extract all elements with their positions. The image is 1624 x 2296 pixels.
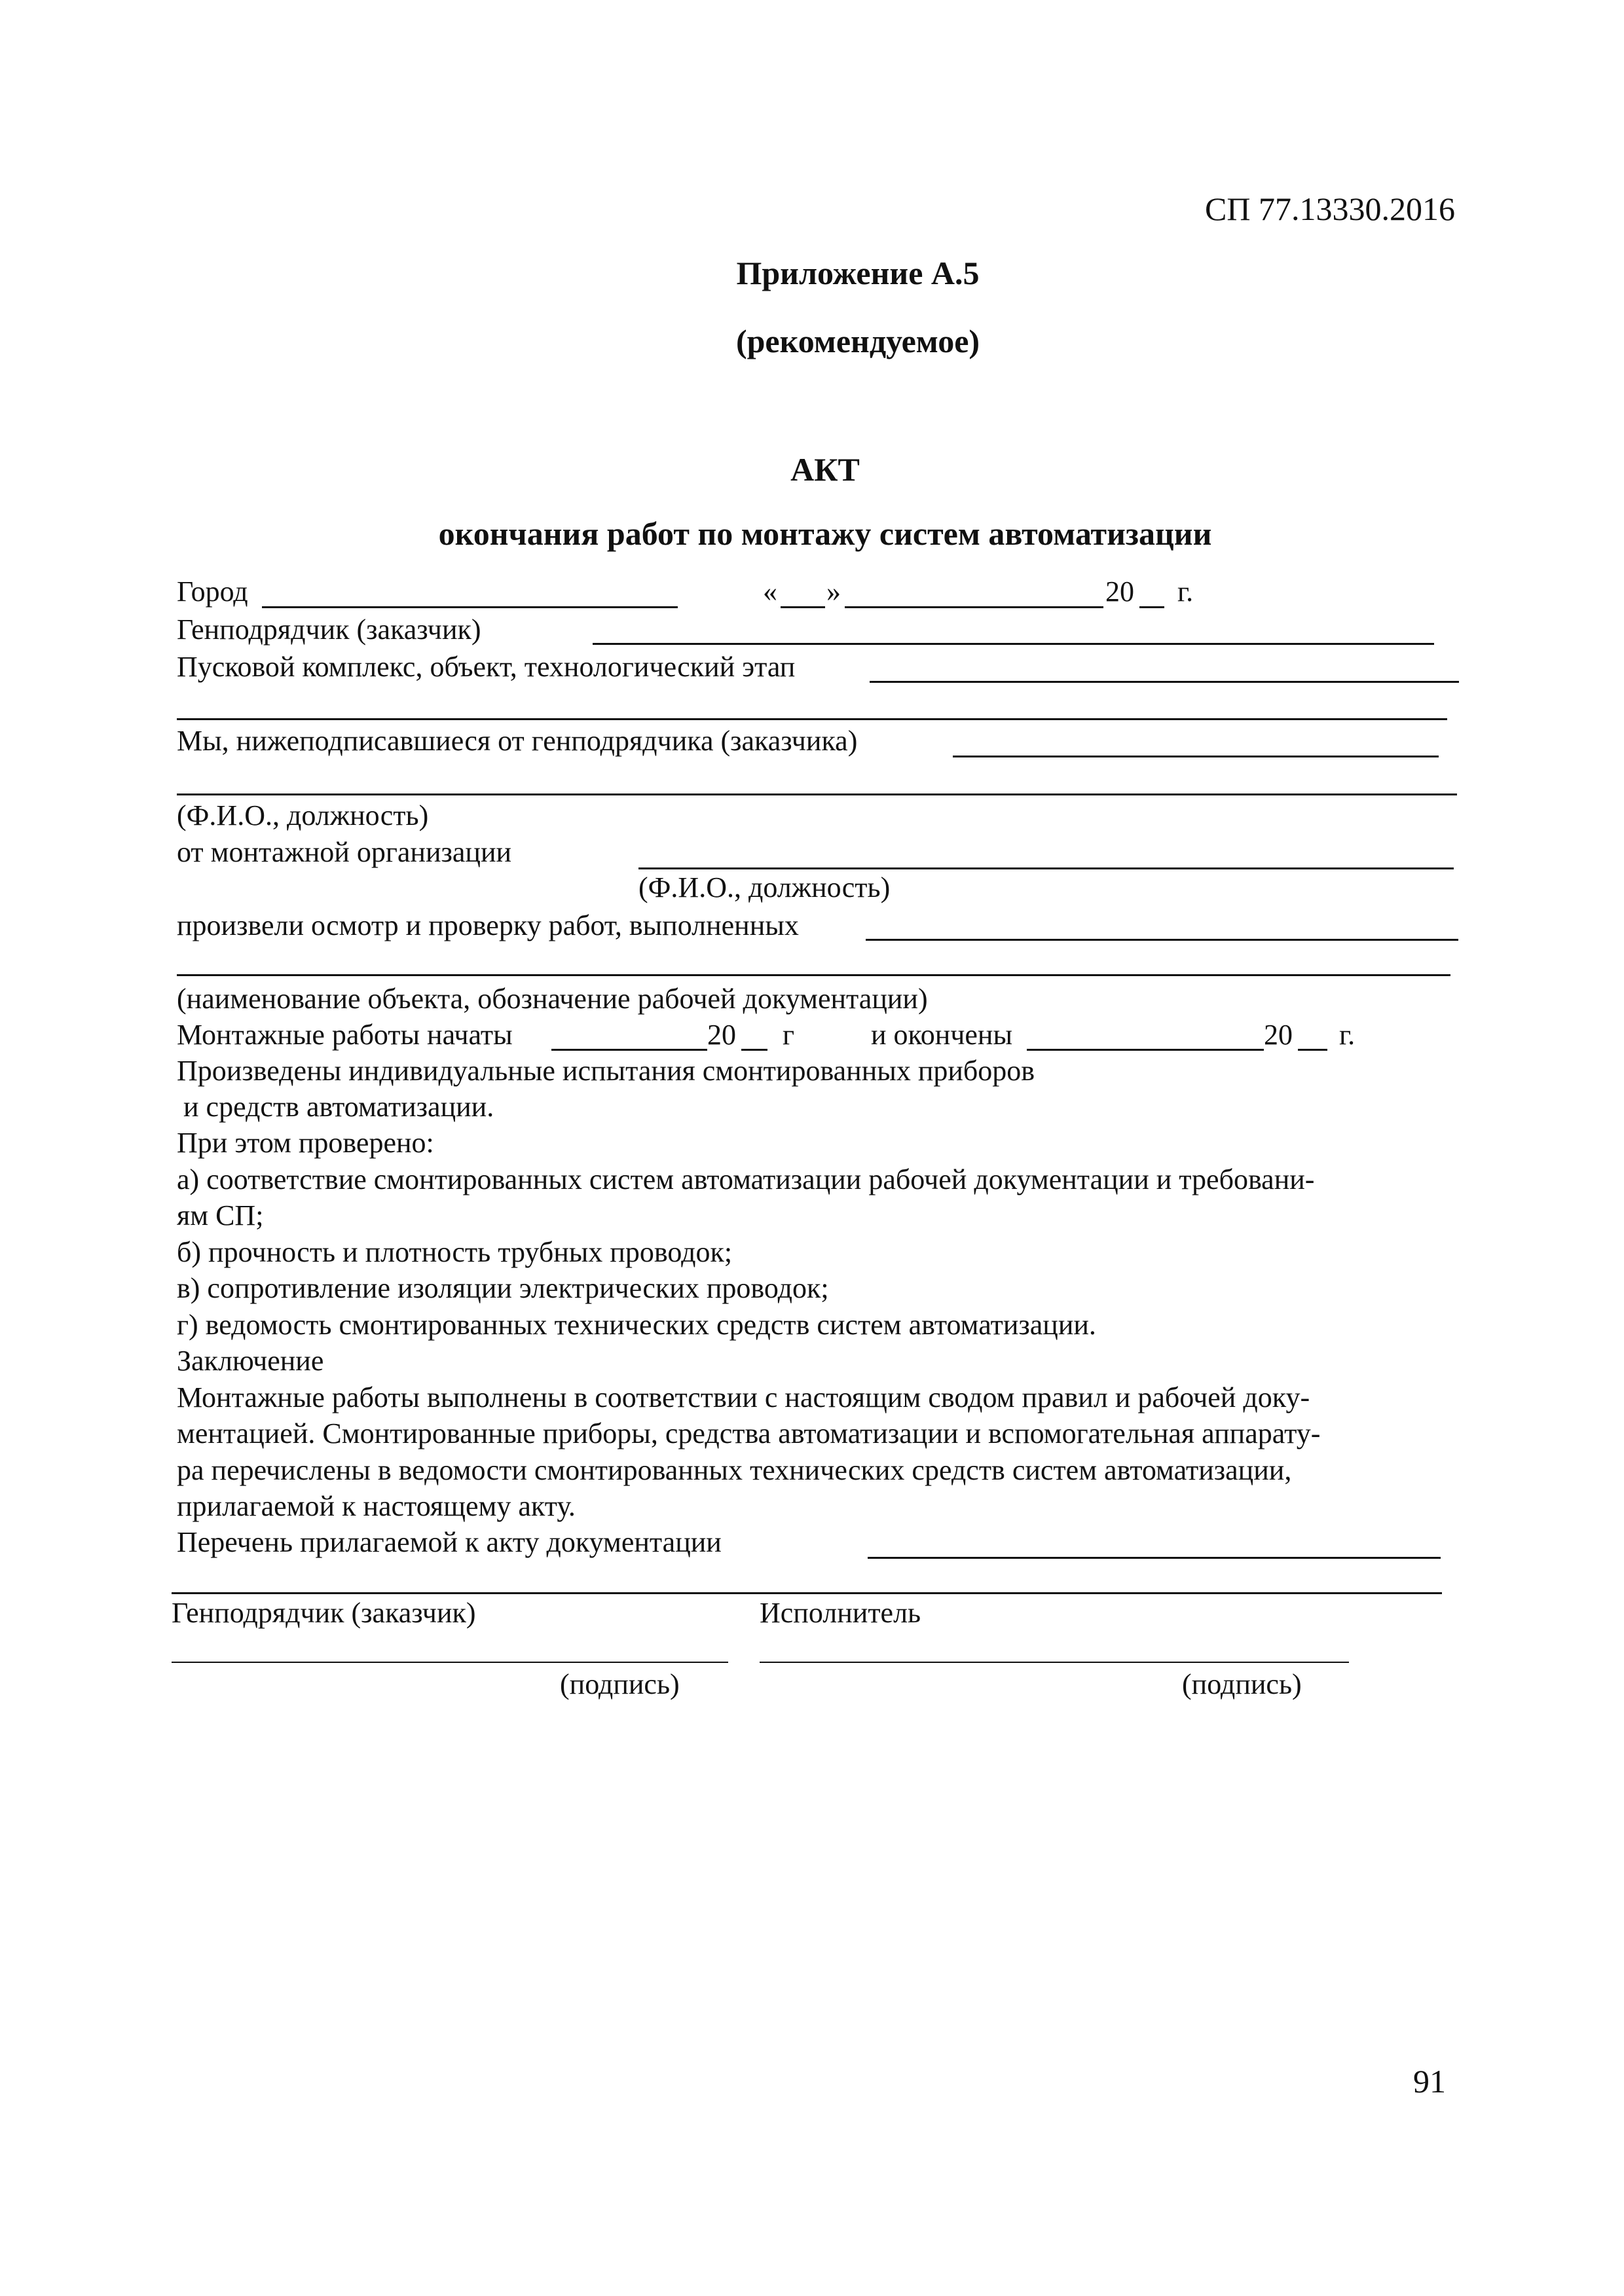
- day-field-line[interactable]: [781, 606, 825, 608]
- page-number: 91: [1413, 2063, 1446, 2100]
- year-field-line[interactable]: [1139, 606, 1164, 608]
- city-label: Город: [177, 575, 248, 608]
- item-a-line-1: а) соответствие смонтированных систем автоматизации рабочей документации и требовани-: [177, 1163, 1315, 1195]
- item-a-line-2: ям СП;: [177, 1199, 264, 1231]
- conclusion-line-3: ра перечислены в ведомости смонтированных технических средств систем автоматизации,: [177, 1454, 1292, 1486]
- tests-line-1: Произведены индивидуальные испытания смонтированных приборов: [177, 1055, 1035, 1087]
- date-close-quote: »: [826, 575, 841, 608]
- general-contractor-label: Генподрядчик (заказчик): [177, 613, 481, 646]
- works-finished-field-line[interactable]: [1027, 1049, 1264, 1051]
- installation-org-label: от монтажной организации: [177, 836, 512, 868]
- appendix-note-text: (рекомендуемое): [735, 323, 980, 359]
- inspection-label: произвели осмотр и проверку работ, выполненных: [177, 909, 799, 941]
- item-g: г) ведомость смонтированных технических средств систем автоматизации.: [177, 1309, 1096, 1341]
- conclusion-line-1: Монтажные работы выполнены в соответствии с настоящим сводом правил и рабочей доку-: [177, 1381, 1310, 1413]
- year-suffix: г.: [1177, 575, 1194, 608]
- date-open-quote: «: [763, 575, 777, 608]
- started-year-field-line[interactable]: [741, 1049, 767, 1051]
- attached-docs-field-line[interactable]: [868, 1557, 1441, 1559]
- contractor-signature-label: Генподрядчик (заказчик): [172, 1597, 476, 1629]
- executor-signature-line[interactable]: [760, 1662, 1349, 1663]
- we-signed-continuation-line[interactable]: [177, 793, 1457, 795]
- item-v: в) сопротивление изоляции электрических проводок;: [177, 1272, 829, 1304]
- started-year-suffix: г: [783, 1019, 795, 1051]
- general-contractor-field-line[interactable]: [593, 643, 1434, 645]
- finished-year-prefix: 20: [1264, 1019, 1293, 1051]
- act-title-text: АКТ: [790, 451, 860, 488]
- we-signed-field-line[interactable]: [953, 756, 1439, 757]
- conclusion-line-2: ментацией. Смонтированные приборы, средства автоматизации и вспомогательная аппарату-: [177, 1417, 1321, 1449]
- act-title: [0, 450, 1624, 488]
- city-field-line[interactable]: [262, 606, 678, 608]
- finished-year-field-line[interactable]: [1298, 1049, 1327, 1051]
- contractor-signature-line[interactable]: [172, 1662, 728, 1663]
- attached-docs-continuation-line[interactable]: [172, 1592, 1442, 1594]
- tests-line-2: и средств автоматизации.: [183, 1091, 494, 1123]
- signature-hint-left: (подпись): [560, 1668, 680, 1700]
- appendix-title-text: Приложение А.5: [736, 255, 980, 291]
- fio-position-hint-2: (Ф.И.О., должность): [638, 871, 891, 903]
- installation-org-field-line[interactable]: [638, 867, 1454, 869]
- we-signed-label: Мы, нижеподписавшиеся от генподрядчика (заказчика): [177, 725, 858, 757]
- works-started-field-line[interactable]: [551, 1049, 707, 1051]
- launch-complex-field-line[interactable]: [870, 681, 1459, 683]
- act-subtitle: [0, 515, 1624, 553]
- checked-intro: При этом проверено:: [177, 1127, 434, 1159]
- inspection-continuation-line[interactable]: [177, 974, 1450, 976]
- conclusion-title: Заключение: [177, 1345, 324, 1377]
- attached-docs-label: Перечень прилагаемой к акту документации: [177, 1526, 722, 1558]
- standard-code: СП 77.13330.2016: [1205, 191, 1455, 227]
- object-name-hint: (наименование объекта, обозначение рабочей документации): [177, 983, 928, 1015]
- works-finished-label: и окончены: [871, 1019, 1013, 1051]
- item-b: б) прочность и плотность трубных проводок;: [177, 1236, 733, 1268]
- executor-signature-label: Исполнитель: [760, 1597, 921, 1629]
- fio-position-hint-1: (Ф.И.О., должность): [177, 799, 429, 831]
- inspection-field-line[interactable]: [866, 939, 1458, 941]
- year-prefix: 20: [1105, 575, 1134, 608]
- started-year-prefix: 20: [707, 1019, 736, 1051]
- finished-year-suffix: г.: [1339, 1019, 1356, 1051]
- act-subtitle-text: окончания работ по монтажу систем автоматизации: [438, 515, 1212, 552]
- works-started-label: Монтажные работы начаты: [177, 1019, 513, 1051]
- conclusion-line-4: прилагаемой к настоящему акту.: [177, 1490, 576, 1522]
- launch-complex-continuation-line[interactable]: [177, 718, 1447, 720]
- appendix-title: [0, 254, 1624, 292]
- month-field-line[interactable]: [845, 606, 1103, 608]
- launch-complex-label: Пусковой комплекс, объект, технологический этап: [177, 651, 796, 683]
- appendix-note: [0, 322, 1624, 360]
- signature-hint-right: (подпись): [1182, 1668, 1302, 1700]
